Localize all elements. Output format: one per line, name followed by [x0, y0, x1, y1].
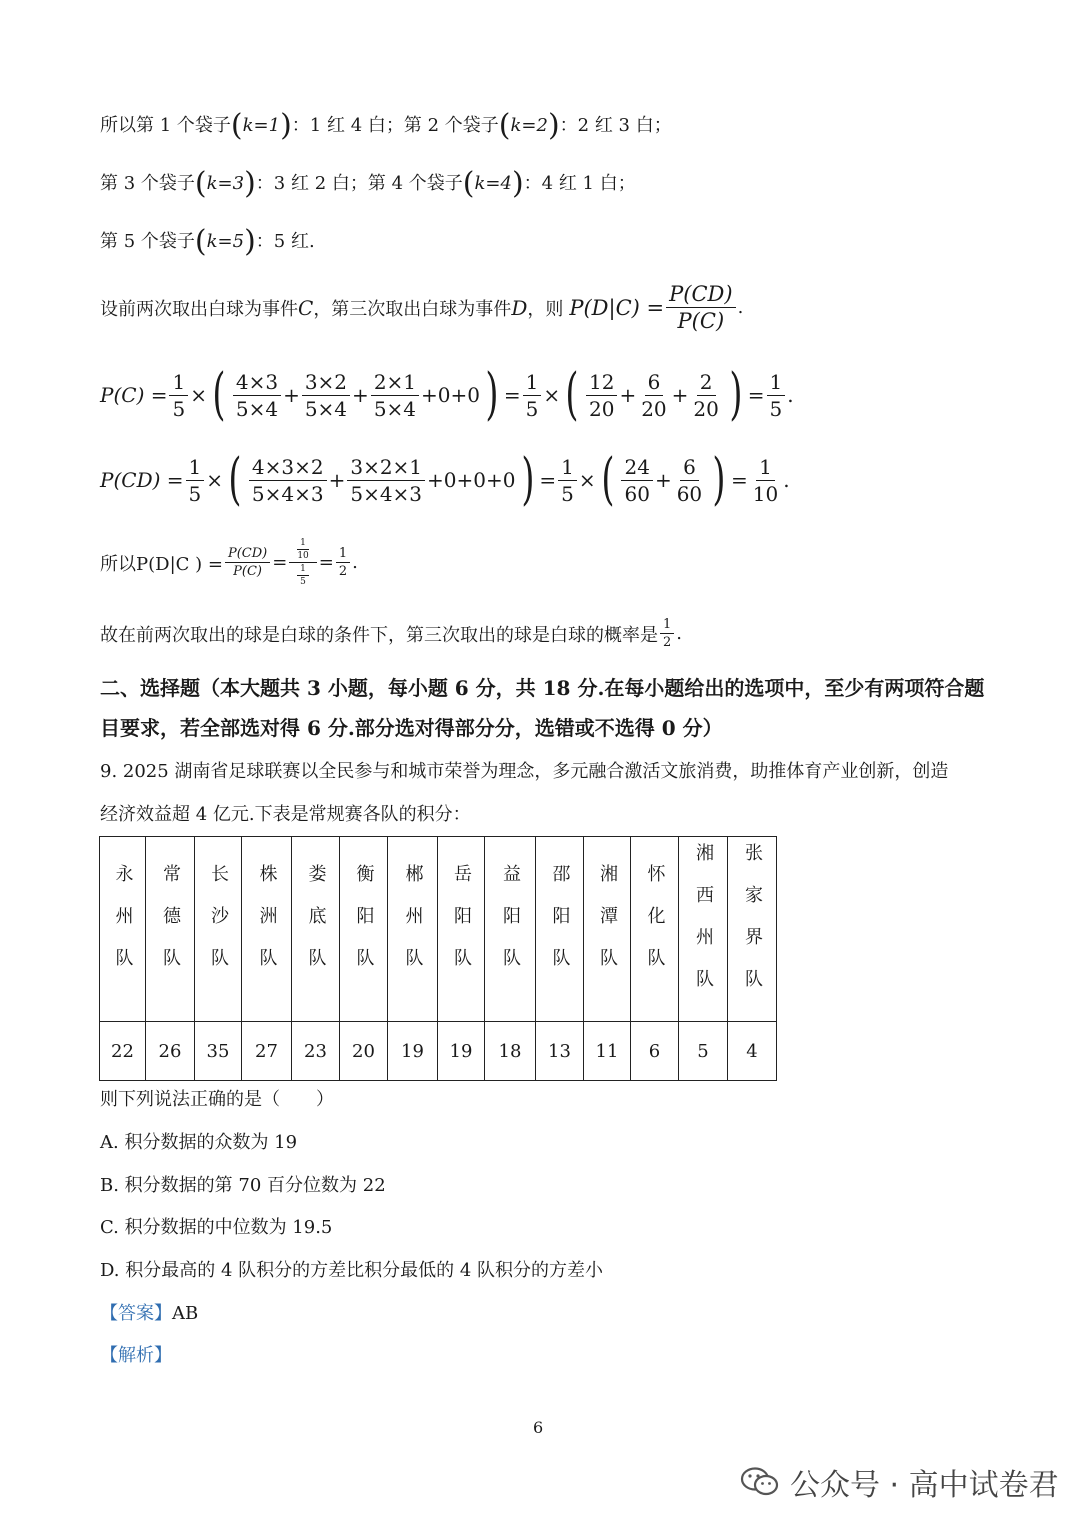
math: C: [298, 295, 314, 320]
denominator: 60: [676, 481, 703, 506]
team-name-cell: [728, 837, 777, 1022]
numerator: P(CD): [666, 282, 735, 308]
fraction-group: [334, 546, 352, 579]
paren: ): [511, 166, 524, 201]
team-name: 邵阳队: [549, 863, 571, 990]
compound-fraction: [289, 538, 316, 587]
answer-tag: 【答案】: [100, 1303, 172, 1324]
denominator: 5: [188, 481, 202, 506]
question-9-line-1: 9. 2025 湖南省足球联赛以全民参与和城市荣誉为理念，多元融合激活文旅消费，助推体育产业创新，创造: [100, 761, 949, 782]
fraction: [302, 370, 350, 421]
fraction: [558, 455, 577, 506]
points-cell: 23: [292, 1022, 340, 1081]
denominator: 5: [172, 396, 186, 421]
math: P(D|C) =: [569, 295, 665, 320]
team-name: 长沙队: [208, 863, 229, 990]
team-name: 常德队: [160, 863, 181, 990]
fraction: [638, 370, 669, 421]
team-name-cell: [631, 837, 679, 1022]
text: 所以P(D|C ) =: [100, 553, 223, 575]
numerator: 1: [767, 370, 786, 396]
math: D: [511, 295, 528, 320]
text: ，则: [527, 298, 564, 320]
fraction: [371, 370, 419, 421]
math: k=3: [206, 173, 245, 194]
team-name: 湘潭队: [597, 863, 618, 990]
numerator: [289, 538, 316, 563]
paren: (: [228, 447, 242, 512]
team-name: 张家界队: [742, 842, 763, 1011]
fraction-group: [658, 617, 676, 650]
fraction: [586, 370, 617, 421]
math: P(CD) =: [100, 468, 184, 492]
team-name: 怀化队: [644, 863, 666, 990]
denominator: 10: [752, 481, 779, 506]
denominator: 2: [338, 564, 348, 579]
bag-line-3: [100, 224, 315, 259]
points-table: [99, 836, 777, 1081]
watermark: [740, 1460, 1059, 1504]
fraction: [169, 370, 188, 421]
question-stem: 则下列说法正确的是（ ）: [100, 1089, 334, 1110]
points-cell: 6: [631, 1022, 679, 1081]
team-name-cell: [340, 837, 388, 1022]
numerator: 6: [645, 370, 664, 396]
team-name-cell: [388, 837, 438, 1022]
points-cell: 19: [438, 1022, 485, 1081]
points-cell: 27: [242, 1022, 292, 1081]
pcd-equation: P(CD) = $\frac{1}{5}$ × ( $\frac{4\times 3\times 2}{5\times 4\times 3}$ + $\frac{3\times 2\times 1}{5\times 4\times 3}$ +0+0+0 ) = $\frac{1}{5}$ × ( $\frac{24}{60}$ + $\frac{6}{60}$ ) = $\frac{1}{10}$ .: [100, 447, 790, 512]
option-c: C. 积分数据的中位数为 19.5: [100, 1217, 333, 1238]
denominator: 5×4×3: [350, 481, 423, 506]
event-definition: [100, 282, 743, 333]
team-name: 益阳队: [500, 863, 521, 990]
team-name-cell: [679, 837, 728, 1022]
analysis-line: [100, 1344, 172, 1368]
denominator: 20: [693, 396, 719, 421]
team-name: 湘西州队: [693, 842, 714, 1011]
points-cell: 22: [100, 1022, 146, 1081]
numerator: 1: [186, 455, 205, 481]
denominator: 5×4: [373, 396, 417, 421]
fraction: [750, 455, 781, 506]
numerator: 2: [697, 370, 716, 396]
team-name-cell: [438, 837, 485, 1022]
denominator: 5×4×3: [251, 481, 324, 506]
denominator: 5: [525, 396, 539, 421]
answer-label: 答案: [118, 1303, 154, 1324]
numerator: 1: [169, 370, 188, 396]
numerator: 1: [336, 546, 350, 563]
team-name-cell: [146, 837, 195, 1022]
text: ：5 红.: [255, 231, 315, 252]
numerator: 1: [756, 455, 775, 481]
denominator: P(C): [677, 309, 725, 333]
numerator: 4×3×2: [249, 455, 327, 481]
points-cell: 26: [146, 1022, 195, 1081]
numerator: 1: [297, 564, 309, 576]
analysis-tag: 【解析】: [100, 1345, 172, 1366]
math: k=5: [206, 231, 245, 252]
text: 设前两次取出白球为事件: [100, 298, 298, 320]
paren: ): [547, 108, 560, 143]
conclusion-line: 故在前两次取出的球是白球的条件下，第三次取出的球是白球的概率是 $\frac{1}{2}$ .: [100, 617, 683, 650]
option-d: D. 积分最高的 4 队积分的方差比积分最低的 4 队积分的方差小: [100, 1260, 604, 1281]
text: +0+0+0: [427, 468, 516, 492]
watermark-text: 公众号 · 高中试卷君: [790, 1468, 1059, 1503]
fraction: [666, 282, 735, 333]
text: ：4 红 1 白；: [523, 173, 636, 194]
paren: ): [244, 166, 256, 201]
text: 第 5 个袋子: [100, 231, 195, 252]
numerator: 3×2×1: [347, 455, 425, 481]
team-name: 郴州队: [402, 863, 424, 990]
fraction: [674, 455, 705, 506]
denominator: 5: [769, 396, 783, 421]
paren: (: [498, 108, 511, 143]
team-name: 永州队: [112, 863, 134, 990]
fraction: [249, 455, 327, 506]
fraction: [297, 564, 309, 587]
fraction: [660, 617, 674, 650]
text: ：3 红 2 白；第 4 个袋子: [255, 173, 463, 194]
fraction: [294, 538, 311, 561]
points-row: [100, 1022, 777, 1081]
points-cell: 11: [584, 1022, 631, 1081]
team-name-cell: [100, 837, 146, 1022]
team-name-cell: [292, 837, 340, 1022]
team-name: 岳阳队: [451, 863, 472, 990]
math: k=4: [474, 173, 512, 194]
denominator: [292, 563, 314, 587]
paren: (: [565, 362, 579, 427]
fraction: [233, 370, 281, 421]
denominator: 5: [561, 481, 574, 506]
team-name: 娄底队: [305, 863, 327, 990]
bag-line-2: [100, 166, 636, 201]
team-name: 株洲队: [256, 863, 278, 990]
math: P(C) =: [100, 383, 168, 407]
numerator: 2×1: [371, 370, 419, 396]
text: 故在前两次取出的球是白球的条件下，第三次取出的球是白球的概率是: [100, 624, 658, 646]
paren: (: [462, 166, 475, 201]
option-a: A. 积分数据的众数为 19: [100, 1132, 298, 1153]
numerator: 6: [680, 455, 699, 481]
fraction: [690, 370, 721, 421]
fraction: [347, 455, 425, 506]
conditional-result: 所以P(D|C ) = $\frac{P(CD)}{P(C)}$ = $\frac{\frac{1}{10}}{\frac{1}{5}}$ = $\frac{1}{2}$ .: [100, 538, 358, 587]
points-cell: 4: [728, 1022, 777, 1081]
fraction: [523, 370, 542, 421]
text: ：1 红 4 白；第 2 个袋子: [291, 115, 499, 136]
paren: (: [194, 166, 207, 201]
paren: (: [600, 447, 615, 512]
denominator: 5×4: [304, 396, 348, 421]
denominator: 20: [641, 396, 667, 421]
option-b: B. 积分数据的第 70 百分位数为 22: [100, 1175, 386, 1196]
team-name-cell: [584, 837, 631, 1022]
math: k=2: [510, 115, 548, 136]
numerator: 4×3: [233, 370, 281, 396]
page-number: 6: [533, 1418, 544, 1437]
points-cell: 13: [536, 1022, 584, 1081]
team-name-cell: [195, 837, 242, 1022]
text: 所以第 1 个袋子: [100, 115, 231, 136]
analysis-label: 解析: [118, 1345, 154, 1366]
fraction-group: [223, 546, 272, 579]
math: k=1: [242, 115, 281, 136]
fraction: [336, 546, 350, 579]
points-cell: 20: [340, 1022, 388, 1081]
text: 第 3 个袋子: [100, 173, 195, 194]
bag-line-1: [100, 108, 672, 143]
numerator: 1: [660, 617, 674, 634]
section-title: 二、选择题（本大题共 3 小题，每小题 6 分，共 18 分.在每小题给出的选项中，至少有两项符合题目要求，若全部选对得 6 分.部分选对得部分分，选错或不选得 0 分）: [100, 676, 985, 740]
denominator: 5: [300, 577, 306, 587]
numerator: 12: [586, 370, 617, 396]
points-cell: 18: [485, 1022, 536, 1081]
paren: (: [212, 362, 226, 427]
points-cell: 35: [195, 1022, 242, 1081]
team-name-cell: [485, 837, 536, 1022]
fraction: [767, 370, 786, 421]
points-cell: 19: [388, 1022, 438, 1081]
paren: (: [230, 108, 243, 143]
numerator: 1: [297, 538, 309, 550]
paren: ): [485, 362, 499, 427]
points-cell: 5: [679, 1022, 728, 1081]
numerator: 1: [558, 455, 577, 481]
pc-equation: P(C) = $\frac{1}{5}$ × ( $\frac{4\times 3}{5\times 4}$ + $\frac{3\times 2}{5\times 4}$ + $\frac{2\times 1}{5\times 4}$ +0+0 ) = $\frac{1}{5}$ × ( $\frac{12}{20}$ + $\frac{6}{20}$ + $\frac{2}{20}$ ) = $\frac{1}{5}$ .: [100, 362, 794, 427]
paren: ): [712, 447, 726, 512]
team-row: [100, 837, 777, 1022]
numerator: 3×2: [302, 370, 350, 396]
answer-line: [100, 1302, 198, 1326]
text: ：2 红 3 白；: [559, 115, 672, 136]
paren: ): [280, 108, 292, 143]
fraction: [621, 455, 652, 506]
paren: ): [520, 447, 534, 512]
fraction: [186, 455, 205, 506]
denominator: P(C): [233, 564, 262, 579]
paren: ): [244, 224, 256, 259]
numerator: 1: [523, 370, 542, 396]
team-name: 衡阳队: [353, 863, 375, 990]
text: .: [737, 297, 744, 318]
answer-value: AB: [172, 1303, 199, 1324]
denominator: 5×4: [235, 396, 279, 421]
denominator: 2: [663, 635, 672, 650]
text: ，第三次取出白球为事件: [313, 298, 512, 320]
team-name-cell: [536, 837, 584, 1022]
fraction: [225, 546, 270, 579]
numerator: 24: [621, 455, 652, 481]
question-9-line-2: 经济效益超 4 亿元.下表是常规赛各队的积分：: [100, 804, 471, 825]
denominator: 60: [624, 481, 650, 506]
numerator: P(CD): [225, 546, 270, 563]
paren: (: [194, 224, 207, 259]
wechat-icon: [740, 1466, 780, 1498]
team-name-cell: [242, 837, 292, 1022]
paren: ): [729, 362, 743, 427]
denominator: 20: [588, 396, 615, 421]
denominator: 10: [297, 551, 309, 561]
text: +0+0: [421, 383, 480, 407]
